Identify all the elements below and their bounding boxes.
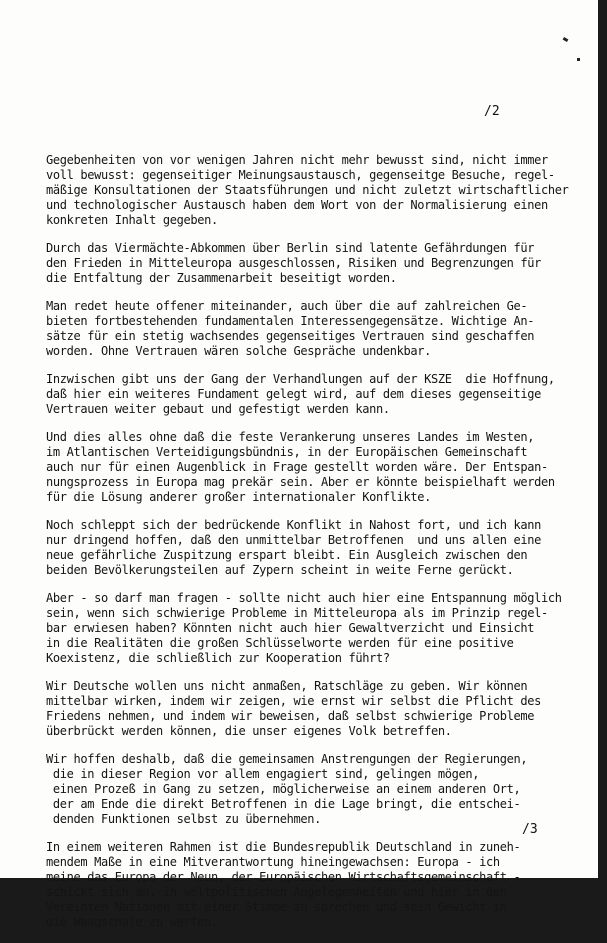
paragraph: Wir hoffen deshalb, daß die gemeinsamen Anstrengungen der Regierungen, die in dieser Region vor allem engagiert sind, gelingen mögen, einen Prozeß in Gang zu setzen, möglicherweise an einem anderen Ort, der am Ende die direkt Betroffenen in die Lage bringt, die entschei- denden Funktionen selbst zu übernehmen. xyxy=(46,752,528,826)
page-number-bottom: /3 xyxy=(522,822,538,837)
paragraph: Aber - so darf man fragen - sollte nicht auch hier eine Entspannung möglich sein, wenn sich schwierige Probleme in Mitteleuropa als im Prinzip regel- bar erwiesen haben? Könnten nicht auch hier Gewaltverzicht und Einsicht in die Realitäten die großen Schlüsselworte werden für eine positive Koexistenz, die schließlich zur Kooperation führt? xyxy=(46,591,562,665)
paragraph: Noch schleppt sich der bedrückende Konflikt in Nahost fort, und ich kann nur dringend hoffen, daß den unmittelbar Betroffenen und uns allen eine neue gefährliche Zuspitzung erspart bleibt. Ein Ausgleich zwischen den beiden Bevölkerungsteilen auf Zypern scheint in weite Ferne gerückt. xyxy=(46,518,541,577)
paragraph: Wir Deutsche wollen uns nicht anmaßen, Ratschläge zu geben. Wir können mittelbar wirken, indem wir zeigen, wie ernst wir selbst die Pflicht des Friedens nehmen, und indem wir beweisen, daß selbst schwierige Probleme überbrückt werden können, die unser eigenes Volk betreffen. xyxy=(46,679,541,738)
paragraph: Und dies alles ohne daß die feste Verankerung unseres Landes im Westen, im Atlantischen Verteidigungsbündnis, in der Europäischen Gemeinschaft auch nur für einen Augenblick in Frage gestellt worden wäre. Der Entspan- nungsprozess in Europa mag prekär sein. Aber er könnte beispielhaft werden für die Lösung anderer großer internationaler Konflikte. xyxy=(46,430,555,504)
scan-speck xyxy=(577,58,580,61)
page-number-top: /2 xyxy=(484,104,500,119)
paragraph: Man redet heute offener miteinander, auch über die auf zahlreichen Ge- bieten fortbestehenden fundamentalen Interessengegensätze. Wichtige An- sätze für ein stetig wachsendes gegenseitiges Vertrauen sind geschaffen worden. Ohne Vertrauen wären solche Gespräche undenkbar. xyxy=(46,299,535,358)
paragraph: In einem weiteren Rahmen ist die Bundesrepublik Deutschland in zuneh- mendem Maße in eine Mitverantwortung hineingewachsen: Europa - ich meine das Europa der Neun, der Europäischen Wirtschaftsgemeinschaft - schickt sich an, in weltpolitischen Angelegenheiten und hier in den Vereinten Nationen mit einer Stimme zu sprechen und sein Gewicht in die Waagschale zu werfen. xyxy=(46,840,521,929)
paragraph: Gegebenheiten von vor wenigen Jahren nicht mehr bewusst sind, nicht immer voll bewusst: gegenseitiger Meinungsaustausch, gegenseitge Besuche, regel- mäßige Konsultationen der Staatsführungen und nicht zuletzt wirtschaftlicher und technologischer Austausch haben dem Wort von der Normalisierung einen konkreten Inhalt gegeben. xyxy=(46,153,569,227)
paragraph: Durch das Viermächte-Abkommen über Berlin sind latente Gefährdungen für den Frieden in Mitteleuropa ausgeschlossen, Risiken und Begrenzungen für die Entfaltung der Zusammenarbeit beseitigt worden. xyxy=(46,241,541,285)
document-body xyxy=(46,153,586,943)
paragraph: Inzwischen gibt uns der Gang der Verhandlungen auf der KSZE die Hoffnung, daß hier ein weiteres Fundament gelegt wird, auf dem dieses gegenseitige Vertrauen weiter gebaut und gefestigt werden kann. xyxy=(46,372,555,416)
scan-speck xyxy=(563,37,569,42)
